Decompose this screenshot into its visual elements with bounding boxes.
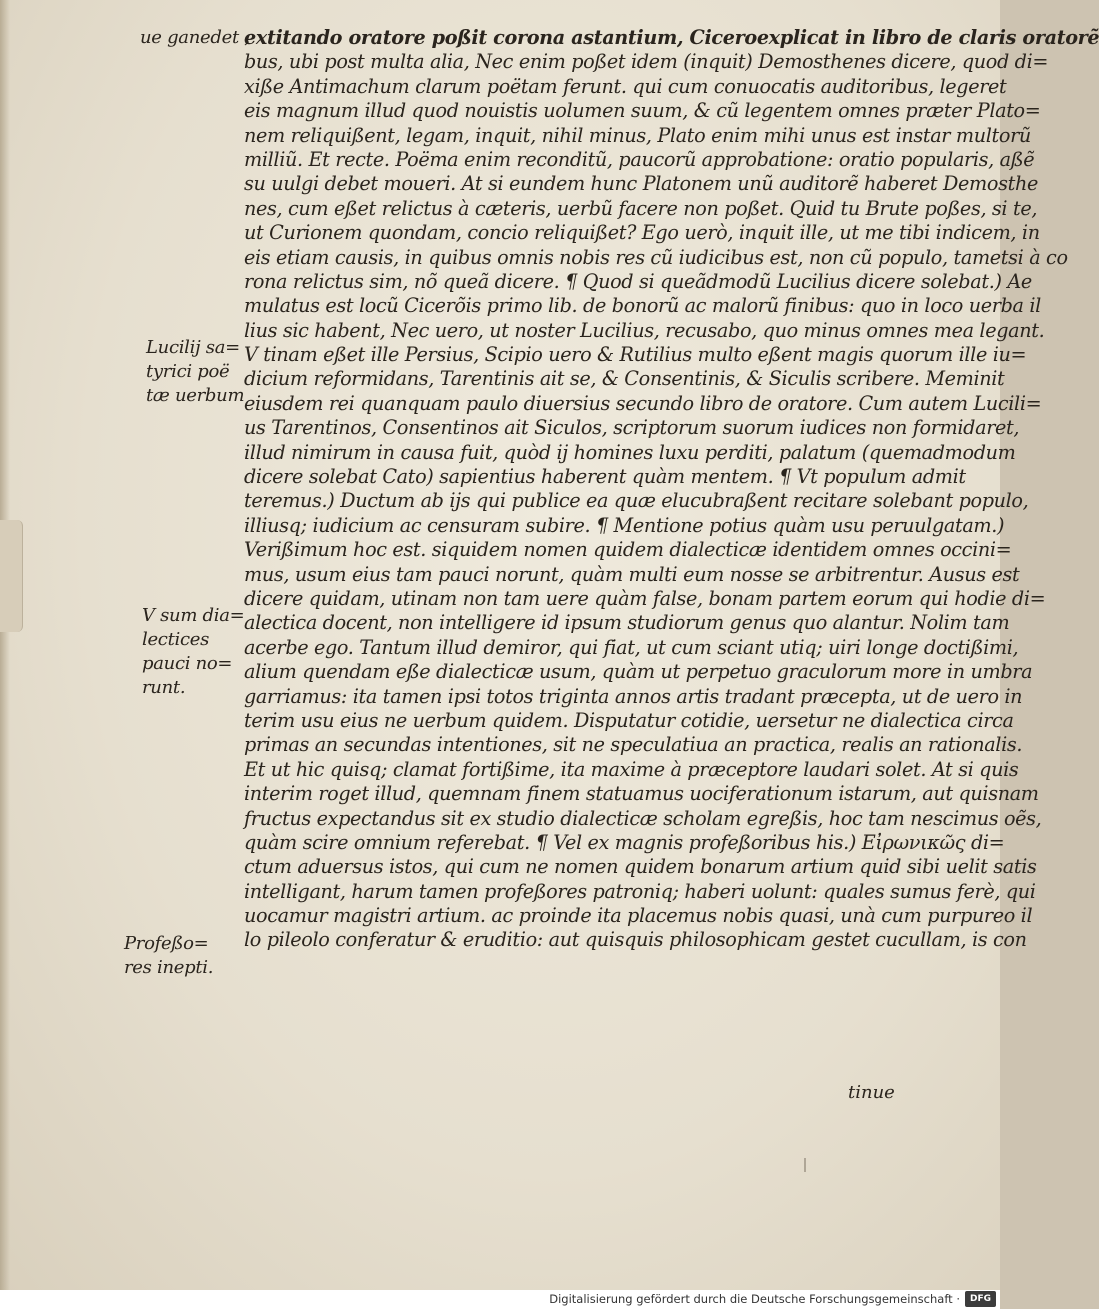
text-line: ut Curionem quondam, concio reliquißet? Ego uerò, inquit ille, ut me tibi indicem, in bbox=[244, 221, 1040, 245]
catchword: tinue bbox=[848, 1082, 895, 1103]
margin-note-lucilij bbox=[146, 336, 244, 408]
margin-note-line: runt. bbox=[142, 677, 186, 698]
text-line: xiße Antimachum clarum poëtam ferunt. qui cum conuocatis auditoribus, legeret bbox=[244, 74, 1007, 98]
text-line: eis etiam causis, in quibus omnis nobis res cũ iudicibus est, non cũ populo, tametsi à co bbox=[244, 245, 1068, 269]
text-line: eis magnum illud quod nouistis uolumen suum, & cũ legentem omnes præter Plato= bbox=[244, 99, 1041, 123]
margin-note-line: pauci no= bbox=[142, 653, 233, 674]
text-line: alium quendam eße dialecticæ usum, quàm ut perpetuo graculorum more in umbra bbox=[244, 660, 1033, 684]
text-line: dicium reformidans, Tarentinis ait se, & Consentinis, & Siculis scribere. Meminit bbox=[244, 367, 1005, 391]
margin-note-line: tæ uerbum bbox=[146, 385, 245, 406]
text-line: Et ut hic quisq; clamat fortißime, ita maxime à præceptore laudari solet. At si quis bbox=[244, 757, 1019, 781]
text-line: fructus expectandus sit ex studio dialecticæ scholam egreßis, hoc tam nescimus oẽs, bbox=[244, 806, 1042, 830]
text-line: rona relictus sim, nõ queã dicere. ¶ Quod si queãdmodũ Lucilius dicere solebat.) Ae bbox=[244, 269, 1032, 293]
margin-note-professores bbox=[124, 932, 213, 980]
margin-note-line: tyrici poë bbox=[146, 361, 230, 382]
margin-note-top: ue ganedet , bbox=[140, 27, 250, 48]
text-line: lius sic habent, Nec uero, ut noster Lucilius, recusabo, quo minus omnes mea legant. bbox=[244, 318, 1045, 342]
text-line: alectica docent, non intelligere id ipsum studiorum genus quo alantur. Nolim tam bbox=[244, 611, 1010, 635]
page-tab bbox=[0, 520, 23, 632]
text-line: uocamur magistri artium. ac proinde ita placemus nobis quasi, unà cum purpureo il bbox=[244, 904, 1033, 928]
text-line: illiusq; iudicium ac censuram subire. ¶ Mentione potius quàm usu peruulgatam.) bbox=[244, 513, 1005, 537]
text-line: extitando oratore poßit corona astantium, Ciceroexplicat in libro de claris oratorẽ bbox=[244, 26, 1099, 49]
margin-note-line: Lucilij sa= bbox=[146, 337, 240, 358]
margin-note-dialectices bbox=[142, 604, 244, 700]
text-line: interim roget illud, quemnam finem statuamus uociferationum istarum, aut quisnam bbox=[244, 782, 1039, 806]
text-line: garriamus: ita tamen ipsi totos triginta annos artis tradant præcepta, ut de uero in bbox=[244, 684, 1023, 708]
text-line: V tinam eßet ille Persius, Scipio uero & Rutilius multo eßent magis quorum ille iu= bbox=[244, 343, 1027, 367]
text-line: dicere solebat Cato) sapientius haberent quàm mentem. ¶ Vt populum admit bbox=[244, 465, 966, 489]
text-line: mulatus est locũ Cicerõis primo lib. de bonorũ ac malorũ finibus: quo in loco uerba il bbox=[244, 294, 1041, 318]
text-line: Verißimum hoc est. siquidem nomen quidem dialecticæ identidem omnes occini= bbox=[244, 538, 1012, 562]
margin-note-line: V sum dia= bbox=[142, 605, 245, 626]
text-line: terim usu eius ne uerbum quidem. Disputatur cotidie, uersetur ne dialectica circa bbox=[244, 708, 1014, 732]
digitization-footer bbox=[0, 1290, 1000, 1309]
margin-note-line: lectices bbox=[142, 629, 210, 650]
text-line: nem reliquißent, legam, inquit, nihil minus, Plato enim mihi unus est instar multorũ bbox=[244, 123, 1031, 147]
text-line: illud nimirum in causa fuit, quòd ij homines luxu perditi, palatum (quemadmodum bbox=[244, 440, 1016, 464]
main-text-column bbox=[244, 26, 1099, 953]
text-line: acerbe ego. Tantum illud demiror, qui fiat, ut cum sciant utiq; uiri longe doctißimi, bbox=[244, 635, 1019, 659]
text-line: primas an secundas intentiones, sit ne speculatiua an practica, realis an rationalis. bbox=[244, 733, 1023, 757]
text-line: intelligant, harum tamen profeßores patroniq; haberi uolunt: quales sumus ferè, qui bbox=[244, 879, 1036, 903]
text-line: teremus.) Ductum ab ijs qui publice ea quæ elucubraßent recitare solebant populo, bbox=[244, 489, 1029, 513]
text-line: dicere quidam, utinam non tam uere quàm false, bonam partem eorum qui hodie di= bbox=[244, 586, 1046, 610]
text-line: eiusdem rei quanquam paulo diuersius secundo libro de oratore. Cum autem Lucili= bbox=[244, 391, 1042, 415]
binding-shadow bbox=[0, 0, 10, 1290]
ink-mark bbox=[804, 1158, 806, 1172]
dfg-logo: DFG bbox=[965, 1291, 996, 1307]
text-line: us Tarentinos, Consentinos ait Siculos, scriptorum suorum iudices non formidaret, bbox=[244, 416, 1020, 440]
text-line: ctum aduersus istos, qui cum ne nomen quidem bonarum artium quid sibi uelit satis bbox=[244, 855, 1037, 879]
text-line: su uulgi debet moueri. At si eundem hunc Platonem unũ auditorẽ haberet Demosthe bbox=[244, 172, 1038, 196]
footer-credit: Digitalisierung gefördert durch die Deutsche Forschungsgemeinschaft · bbox=[549, 1292, 960, 1306]
text-line: nes, cum eßet relictus à cæteris, uerbũ facere non poßet. Quid tu Brute poßes, si te, bbox=[244, 196, 1038, 220]
text-line: bus, ubi post multa alia, Nec enim poßet idem (inquit) Demosthenes dicere, quod di= bbox=[244, 50, 1049, 74]
text-line: milliũ. Et recte. Poëma enim reconditũ, paucorũ approbatione: oratio popularis, aßẽ bbox=[244, 147, 1035, 171]
margin-note-line: Profeßo= bbox=[124, 933, 209, 954]
text-line: quàm scire omnium referebat. ¶ Vel ex magnis profeßoribus his.) Εἰρωνικῶς di= bbox=[244, 830, 1005, 854]
text-line: mus, usum eius tam pauci norunt, quàm multi eum nosse se arbitrentur. Ausus est bbox=[244, 562, 1020, 586]
margin-note-line: res inepti. bbox=[124, 957, 214, 978]
text-line: lo pileolo conferatur & eruditio: aut quisquis philosophicam gestet cucullam, is con bbox=[244, 928, 1027, 952]
